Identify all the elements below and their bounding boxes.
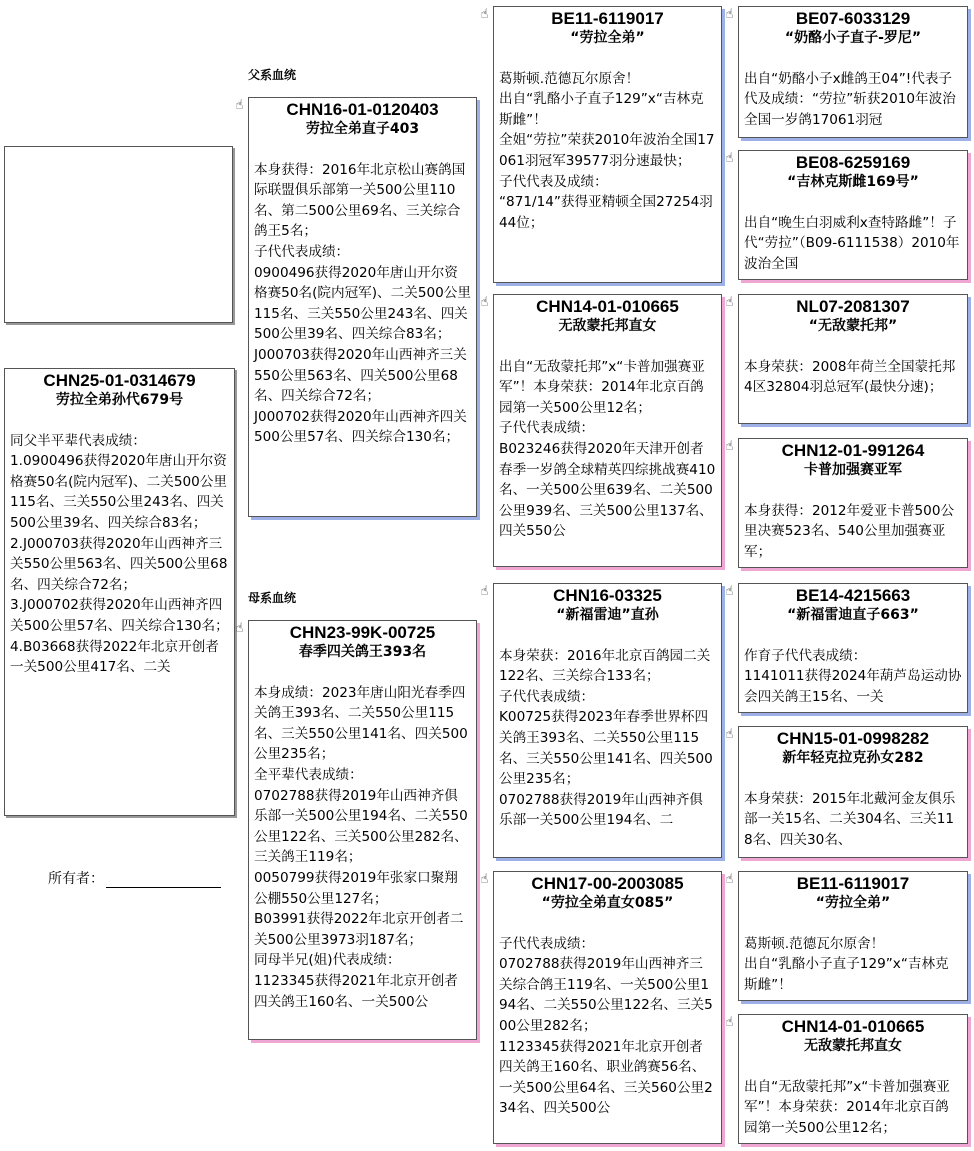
- dsd-name: 新年轻克拉克孙女282: [782, 750, 924, 766]
- sire-name: 劳拉全弟直子403: [305, 121, 420, 137]
- sdd-name: 卡普加强赛亚军: [804, 462, 902, 478]
- dss-ring: BE14-4215663: [795, 586, 911, 605]
- ssd-card[interactable]: [738, 150, 968, 280]
- ddd-ring: CHN14-01-010665: [781, 1017, 925, 1036]
- owner-label: 所有者：: [48, 871, 104, 887]
- sire-line-label: 父系血统: [248, 68, 297, 82]
- dam-sire-card[interactable]: [493, 583, 722, 858]
- dam-dam-name: “劳拉全弟直女085”: [541, 895, 674, 911]
- dam-line-label: 母系血统: [248, 591, 297, 605]
- sire-card[interactable]: [248, 97, 477, 517]
- dam-ring: CHN23-99K-00725: [289, 623, 436, 642]
- sire-ring: CHN16-01-0120403: [286, 100, 439, 119]
- hand-pointer-icon: ☝: [235, 621, 244, 636]
- hand-pointer-icon: ☝: [725, 295, 734, 310]
- dam-sire-desc: 本身荣获：2016年北京百鸽园二关122名、三关综合133名； 子代代表成绩： K00725获得2023年春季世界杯四关鸽王393名、二关550公里115名、三关550公里141名、四关500公里235名； 0702788获得2019年山西神齐俱乐部一关500公里194名、二: [499, 647, 713, 829]
- sds-desc: 本身荣获：2008年荷兰全国蒙托邦4区32804羽总冠军(最快分速)；: [744, 358, 956, 396]
- dss-card[interactable]: [738, 583, 968, 713]
- dss-desc: 作育子代代表成绩： 1141011获得2024年葫芦岛运动协会四关鸽王15名、一关: [744, 647, 962, 705]
- sire-dam-desc: 出自“无敌蒙托邦”x“卡普加强赛亚军”！本身荣获：2014年北京百鸽园第一关500公里12名； 子代代表成绩： B023246获得2020年天津开创者春季一岁鸽全球精英四综挑战赛410名、一关500公里639名、二关500公里939名、三关500公里137名、四关550公: [499, 358, 716, 540]
- subject-ring: CHN25-01-0314679: [43, 371, 196, 390]
- dam-sire-ring: CHN16-03325: [553, 586, 662, 605]
- hand-pointer-icon: ☝: [235, 98, 244, 113]
- ssd-desc: 出自“晚生白羽威利x查特路雌”！子代“劳拉”（B09-6111538）2010年波治全国: [744, 214, 960, 272]
- dsd-desc: 本身荣获：2015年北戴河金友俱乐部一关15名、二关304名、三关118名、四关30名、: [744, 790, 956, 848]
- sire-dam-ring: CHN14-01-010665: [536, 297, 679, 316]
- pigeon-photo-frame: [4, 146, 233, 323]
- hand-pointer-icon: ☝: [725, 584, 734, 599]
- dds-desc: 葛斯顿.范德瓦尔原舍！ 出自“乳酪小子直子129”x“吉林克斯雌”！: [744, 935, 949, 993]
- hand-pointer-icon: ☝: [480, 584, 489, 599]
- dam-name: 春季四关鸽王393名: [298, 644, 427, 660]
- hand-pointer-icon: ☝: [480, 295, 489, 310]
- sire-sire-card[interactable]: [493, 6, 722, 283]
- dss-name: “新福雷迪直子663”: [787, 607, 919, 623]
- dds-card[interactable]: [738, 871, 968, 1001]
- dam-sire-name: “新福雷迪”直孙: [556, 607, 659, 623]
- dds-ring: BE11-6119017: [796, 874, 910, 893]
- dds-name: “劳拉全弟”: [815, 895, 891, 911]
- sire-dam-name: 无敌蒙托邦直女: [558, 318, 657, 334]
- sss-ring: BE07-6033129: [795, 9, 911, 28]
- sds-card[interactable]: [738, 294, 968, 424]
- ssd-name: “吉林克斯雌169号”: [787, 174, 919, 190]
- sdd-desc: 本身获得：2012年爱亚卡普500公里决赛523名、540公里加强赛亚军；: [744, 502, 955, 560]
- hand-pointer-icon: ☝: [725, 151, 734, 166]
- dam-desc: 本身成绩：2023年唐山阳光春季四关鸽王393名、二关550公里115名、三关550公里141名、四关500公里235名； 全平辈代表成绩： 0702788获得2019年山西神齐俱乐部一关500公里194名、二关550公里122名、三关500公里282名、三关鸽王119名； 0050799获得2019年张家口聚翔公棚550公里127名； B03991获得2022年北京开创者二关500公里3973羽187名； 同母半兄(姐)代表成绩： 1123345获得2021年北京开创者四关鸽王160名、一关500公: [254, 684, 468, 1010]
- sire-desc: 本身获得：2016年北京松山赛鸽国际联盟俱乐部第一关500公里110名、第二500公里69名、三关综合鸽王5名； 子代代表成绩： 0900496获得2020年唐山开尔资格赛50名(院内冠军)、二关500公里115名、三关550公里243名、四关500公里39名、四关综合83名； J000703获得2020年山西神齐三关550公里563名、四关500公里68名、四关综合72名； J000702获得2020年山西神齐四关500公里57名、四关综合130名；: [254, 161, 471, 446]
- sire-sire-ring: BE11-6119017: [551, 9, 664, 28]
- hand-pointer-icon: ☝: [725, 439, 734, 454]
- dam-card[interactable]: [248, 620, 477, 1040]
- sds-name: “无敌蒙托邦”: [808, 318, 898, 334]
- dam-dam-card[interactable]: [493, 871, 722, 1144]
- subject-desc: 同父半平辈代表成绩： 1.0900496获得2020年唐山开尔资格赛50名(院内冠军)、二关500公里115名、三关550公里243名、四关500公里39名、四关综合83名； 2.J000703获得2020年山西神齐三关550公里563名、四关500公里68名、四关综合72名； 3.J000702获得2020年山西神齐四关500公里57名、四关综合130名； 4.B03668获得2022年北京开创者一关500公里417名、二关: [10, 432, 229, 676]
- subject-card[interactable]: [4, 368, 235, 816]
- subject-name: 劳拉全弟孙代679号: [55, 392, 184, 408]
- sss-desc: 出自“奶酪小子x雌鸽王04”!代表子代及成绩：“劳拉”斩获2010年波治全国一岁鸽17061羽冠: [744, 70, 956, 128]
- dsd-ring: CHN15-01-0998282: [776, 729, 930, 748]
- hand-pointer-icon: ☝: [725, 872, 734, 887]
- sire-dam-card[interactable]: [493, 294, 722, 567]
- ddd-name: 无敌蒙托邦直女: [804, 1038, 902, 1054]
- sss-card[interactable]: [738, 6, 968, 138]
- hand-pointer-icon: ☝: [725, 7, 734, 22]
- sdd-ring: CHN12-01-991264: [781, 441, 925, 460]
- sire-sire-desc: 葛斯顿.范德瓦尔原舍！ 出自“乳酪小子直子129”x“吉林克斯雌”！ 全姐“劳拉”荣获2010年波治全国17061羽冠军39577羽分速最快； 子代代表及成绩： “871/14”获得亚精顿全国27254羽44位；: [499, 70, 715, 231]
- sdd-card[interactable]: [738, 438, 968, 568]
- hand-pointer-icon: ☝: [725, 1015, 734, 1030]
- hand-pointer-icon: ☝: [480, 7, 489, 22]
- hand-pointer-icon: ☝: [480, 872, 489, 887]
- owner-blank-line[interactable]: [106, 873, 221, 888]
- ssd-ring: BE08-6259169: [795, 153, 911, 172]
- sds-ring: NL07-2081307: [796, 297, 910, 316]
- sire-sire-name: “劳拉全弟”: [570, 30, 645, 46]
- dam-dam-ring: CHN17-00-2003085: [531, 874, 684, 893]
- dsd-card[interactable]: [738, 726, 968, 858]
- ddd-card[interactable]: [738, 1014, 968, 1144]
- dam-dam-desc: 子代代表成绩： 0702788获得2019年山西神齐三关综合鸽王119名、一关500公里194名、二关550公里122名、三关500公里282名； 1123345获得2021年北京开创者四关鸽王160名、职业鸽赛56名、一关500公里64名、三关560公里234名、四关500公: [499, 935, 713, 1117]
- hand-pointer-icon: ☝: [725, 727, 734, 742]
- sss-name: “奶酪小子直子-罗尼”: [784, 30, 922, 46]
- owner-field: [48, 868, 221, 888]
- ddd-desc: 出自“无敌蒙托邦”x“卡普加强赛亚军”！本身荣获：2014年北京百鸽园第一关500公里12名；: [744, 1078, 950, 1136]
